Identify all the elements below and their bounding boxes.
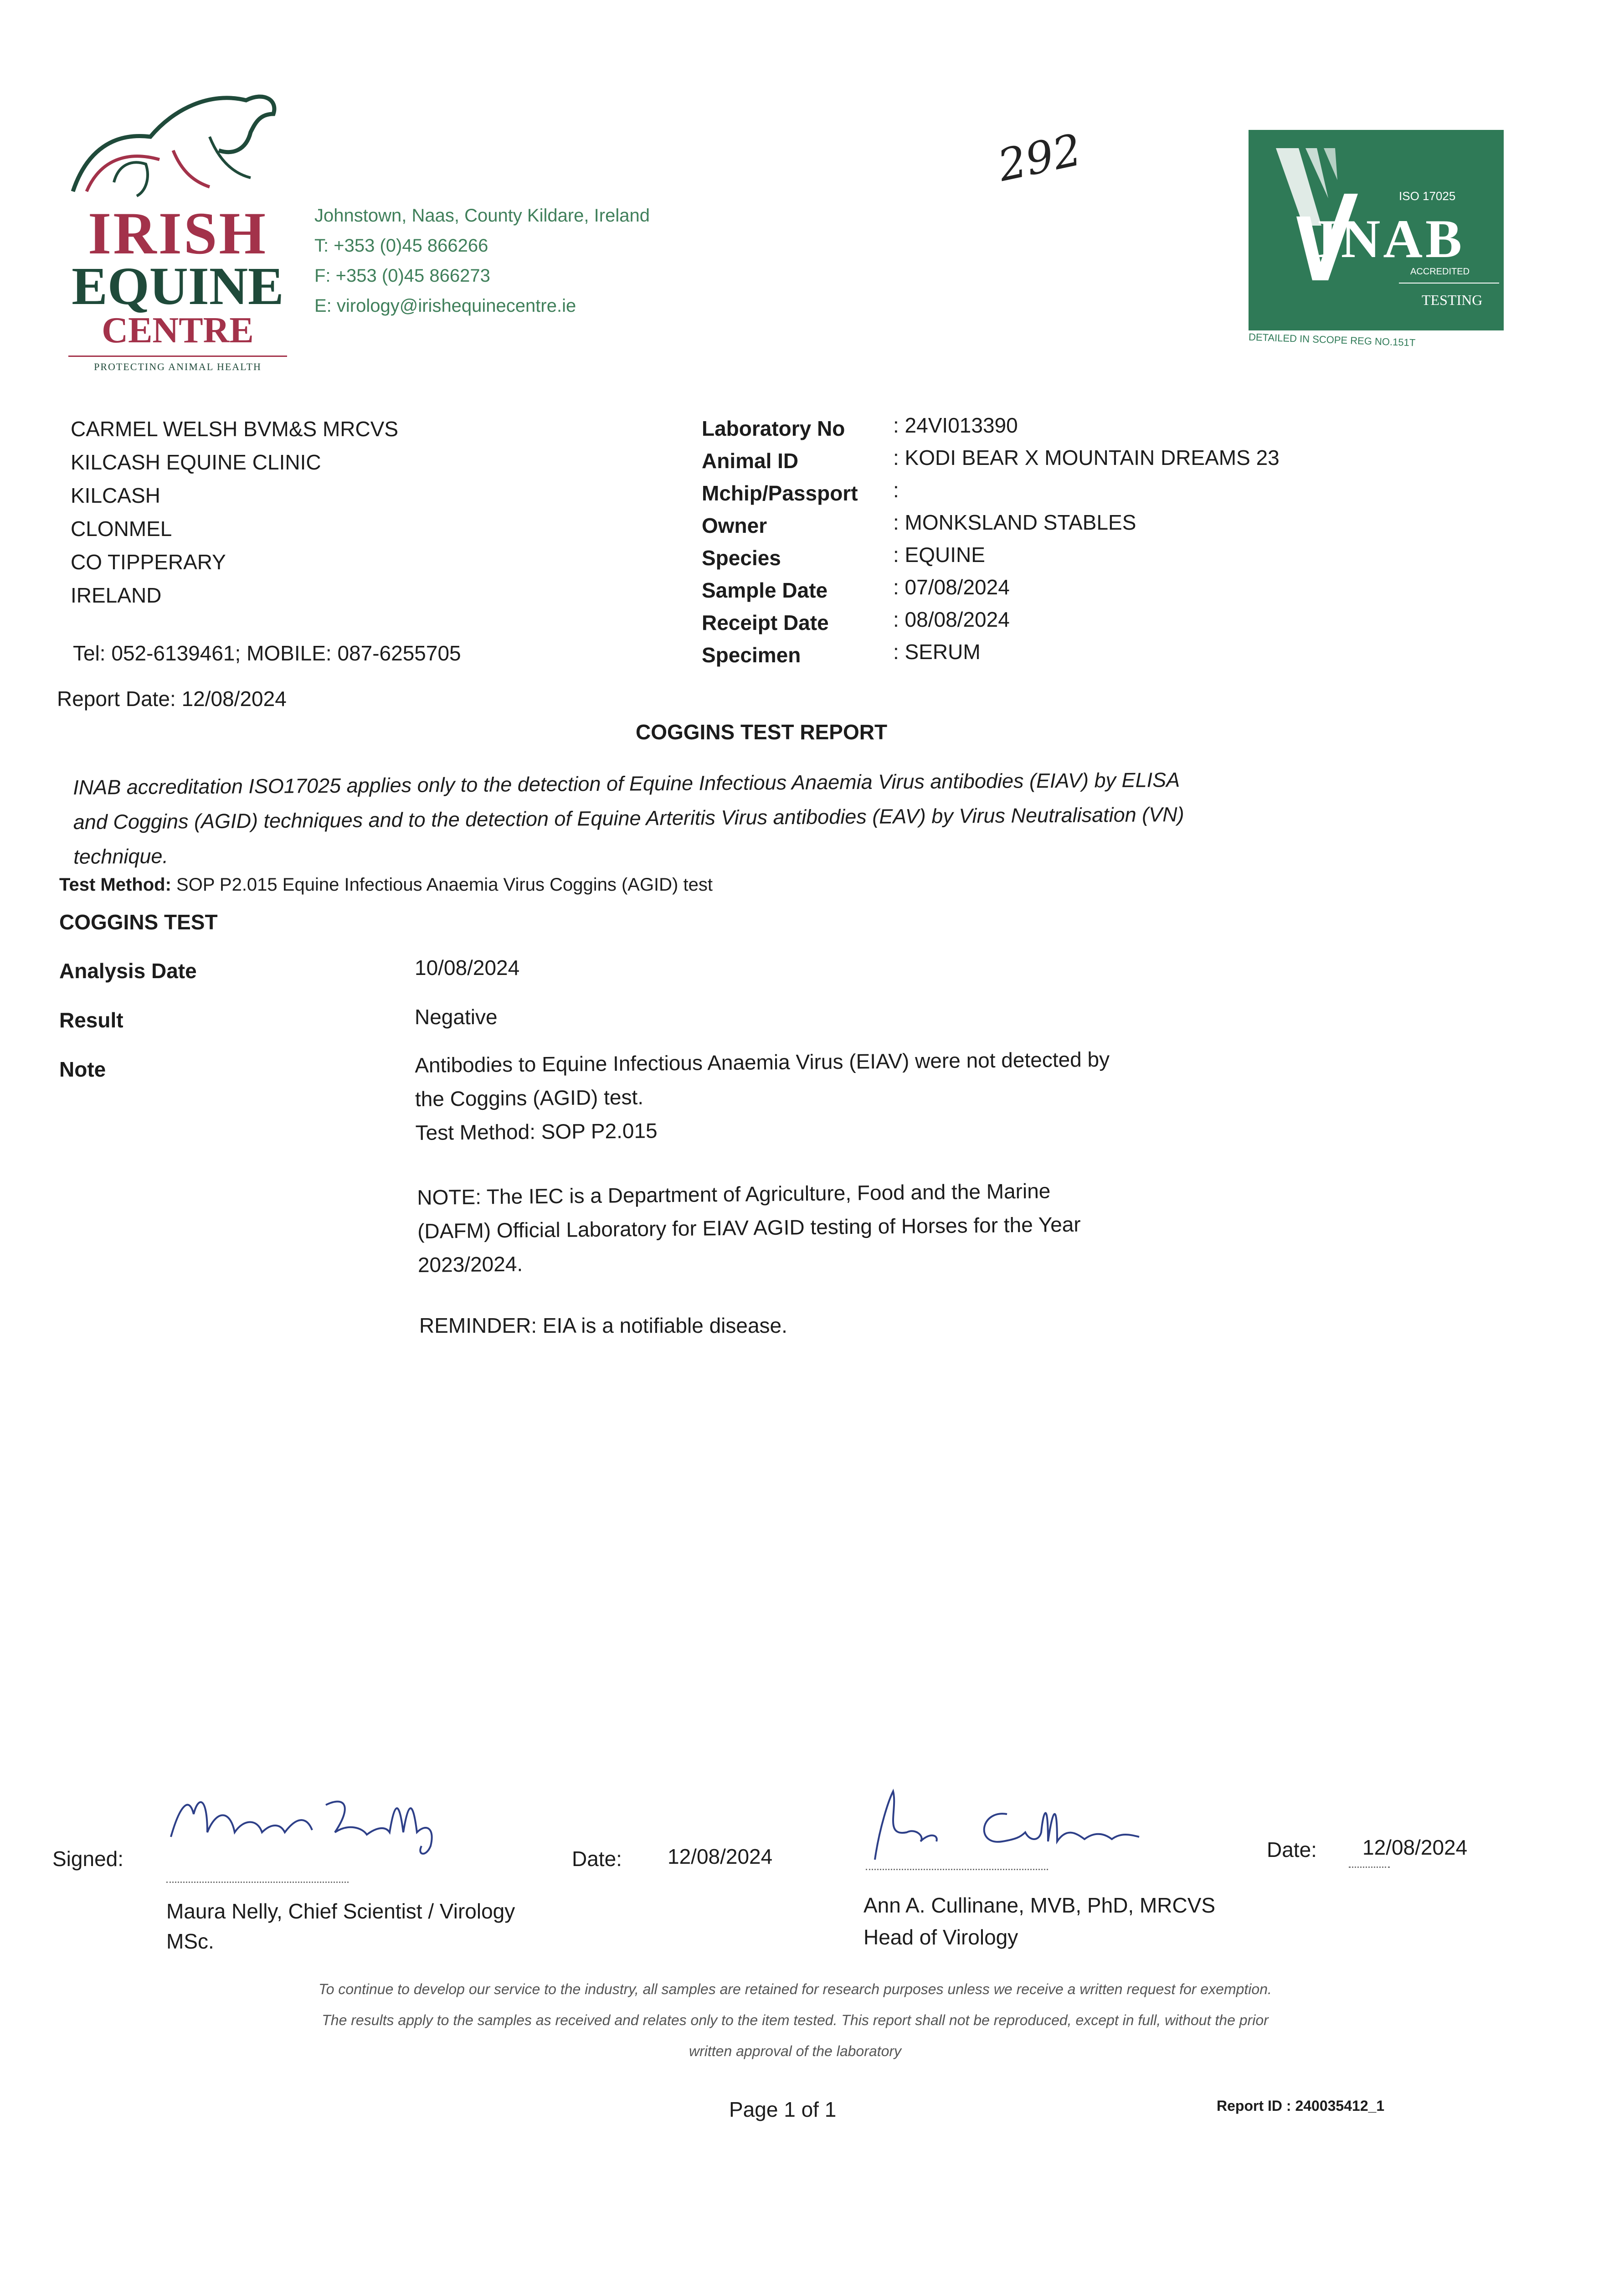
handwritten-number: 292: [993, 124, 1086, 191]
receipt-date-label: Receipt Date: [702, 611, 829, 634]
signed-label: Signed:: [52, 1847, 124, 1871]
contact-phone: T: +353 (0)45 866266: [314, 236, 488, 256]
contact-fax: F: +353 (0)45 866273: [314, 266, 490, 286]
left-date-value: 12/08/2024: [668, 1845, 773, 1868]
signature-scribble-icon: [857, 1782, 1185, 1864]
report-title: COGGINS TEST REPORT: [636, 720, 888, 744]
test-method-line: [59, 873, 713, 896]
right-signatory-title: Head of Virology: [863, 1925, 1018, 1949]
note-line: the Coggins (AGID) test.: [415, 1085, 644, 1111]
inab-accreditation-badge: [1248, 130, 1504, 349]
dafm-note-line: 2023/2024.: [417, 1252, 523, 1277]
owner-label: Owner: [702, 514, 767, 537]
recipient-line: CARMEL WELSH BVM&S MRCVS: [71, 417, 399, 441]
left-date-label: Date:: [572, 1847, 622, 1871]
mchip-passport-value: :: [893, 478, 899, 502]
animal-id-label: Animal ID: [702, 449, 799, 473]
irish-equine-centre-logo: [59, 82, 296, 383]
test-method-label: Test Method:: [59, 875, 171, 895]
dafm-note-line: (DAFM) Official Laboratory for EIAV AGID testing of Horses for the Year: [417, 1212, 1081, 1243]
recipient-telephone: Tel: 052-6139461; MOBILE: 087-6255705: [73, 641, 461, 665]
laboratory-no-value: : 24VI013390: [893, 413, 1018, 437]
disclaimer-line: The results apply to the samples as received and relates only to the item tested. This report shall not be reproduced, except in full, without the prior: [322, 2012, 1269, 2028]
analysis-date-value: 10/08/2024: [415, 956, 520, 980]
species-value: : EQUINE: [893, 543, 985, 567]
test-method-value: SOP P2.015 Equine Infectious Anaemia Virus Coggins (AGID) test: [176, 875, 713, 895]
species-label: Species: [702, 546, 781, 570]
logo-centre-text: CENTRE: [102, 310, 254, 351]
right-date-label: Date:: [1267, 1838, 1317, 1861]
left-signatory-qualification: MSc.: [166, 1929, 214, 1953]
left-signatory-name: Maura Nelly, Chief Scientist / Virology: [166, 1899, 515, 1923]
specimen-label: Specimen: [702, 643, 801, 667]
recipient-line: KILCASH: [71, 484, 160, 507]
note-line: Antibodies to Equine Infectious Anaemia Virus (EIAV) were not detected by: [415, 1047, 1110, 1077]
recipient-line: KILCASH EQUINE CLINIC: [71, 450, 321, 474]
receipt-date-value: : 08/08/2024: [893, 608, 1010, 631]
recipient-address: [71, 412, 398, 612]
note-label: Note: [59, 1057, 106, 1081]
accreditation-statement-line: technique.: [73, 844, 169, 868]
inab-accredited: ACCREDITED: [1410, 267, 1470, 277]
sample-date-value: : 07/08/2024: [893, 575, 1010, 599]
report-id: Report ID : 240035412_1: [1217, 2098, 1385, 2114]
logo-tagline: PROTECTING ANIMAL HEALTH: [94, 361, 262, 372]
page-number: Page 1 of 1: [729, 2098, 837, 2121]
dafm-note: [417, 1174, 1081, 1282]
right-date-value: 12/08/2024: [1362, 1836, 1468, 1859]
right-signatory: [863, 1889, 1215, 1953]
logo-rule: [68, 356, 287, 357]
signature-line-left: [166, 1882, 349, 1883]
reminder-note: REMINDER: EIA is a notifiable disease.: [419, 1314, 787, 1337]
owner-value: : MONKSLAND STABLES: [893, 510, 1136, 534]
disclaimer-line: To continue to develop our service to the industry, all samples are retained for research purposes unless we receive a written request for exemption.: [319, 1981, 1272, 1997]
specimen-value: : SERUM: [893, 640, 981, 664]
inab-rule: [1399, 283, 1499, 284]
footer-disclaimer: [157, 1974, 1433, 2067]
contact-block: [314, 201, 650, 321]
coggins-section-title: COGGINS TEST: [59, 910, 218, 934]
recipient-line: CLONMEL: [71, 517, 172, 541]
date-underline: [1349, 1867, 1390, 1868]
right-signatory-name: Ann A. Cullinane, MVB, PhD, MRCVS: [863, 1893, 1216, 1917]
signature-scribble-icon: [162, 1778, 490, 1860]
signature-ann-cullinane: [857, 1782, 1185, 1864]
signature-maura-nelly: [162, 1778, 490, 1860]
inab-wordmark: INAB: [1317, 208, 1465, 269]
recipient-line: IRELAND: [71, 583, 162, 607]
left-signatory: [166, 1896, 515, 1956]
inab-standard: ISO 17025: [1399, 189, 1456, 203]
inab-scope: DETAILED IN SCOPE REG NO.151T: [1248, 331, 1416, 349]
mchip-passport-label: Mchip/Passport: [702, 481, 858, 505]
sample-details-values: [893, 409, 1280, 668]
analysis-date-label: Analysis Date: [59, 959, 197, 983]
sample-date-label: Sample Date: [702, 578, 828, 602]
sample-details-labels: [702, 412, 858, 671]
animal-id-value: : KODI BEAR X MOUNTAIN DREAMS 23: [893, 446, 1280, 469]
logo-equine-text: EQUINE: [72, 256, 284, 316]
logo-irish-text: IRISH: [87, 200, 268, 267]
note-line: Test Method: SOP P2.015: [415, 1119, 658, 1145]
dafm-note-line: NOTE: The IEC is a Department of Agriculture, Food and the Marine: [417, 1179, 1051, 1209]
inab-testing: TESTING: [1422, 292, 1483, 308]
horse-logo-icon: [59, 82, 296, 201]
accreditation-statement-line: INAB accreditation ISO17025 applies only to the detection of Equine Infectious Anaemia Virus antibodies (EIAV) by ELISA: [73, 768, 1180, 799]
accreditation-statement-line: and Coggins (AGID) techniques and to the detection of Equine Arteritis Virus antibodies (EAV) by Virus Neutralisation (VN): [73, 802, 1184, 834]
recipient-line: CO TIPPERARY: [71, 550, 226, 574]
signature-line-right: [866, 1869, 1048, 1870]
contact-address: Johnstown, Naas, County Kildare, Ireland: [314, 206, 650, 226]
contact-email: E: virology@irishequinecentre.ie: [314, 296, 576, 316]
note-text: [415, 1042, 1110, 1150]
report-date: Report Date: 12/08/2024: [57, 687, 287, 711]
result-value: Negative: [415, 1005, 498, 1029]
accreditation-statement: [73, 763, 1184, 874]
disclaimer-line: written approval of the laboratory: [689, 2043, 902, 2059]
result-label: Result: [59, 1008, 123, 1032]
laboratory-no-label: Laboratory No: [702, 417, 845, 440]
